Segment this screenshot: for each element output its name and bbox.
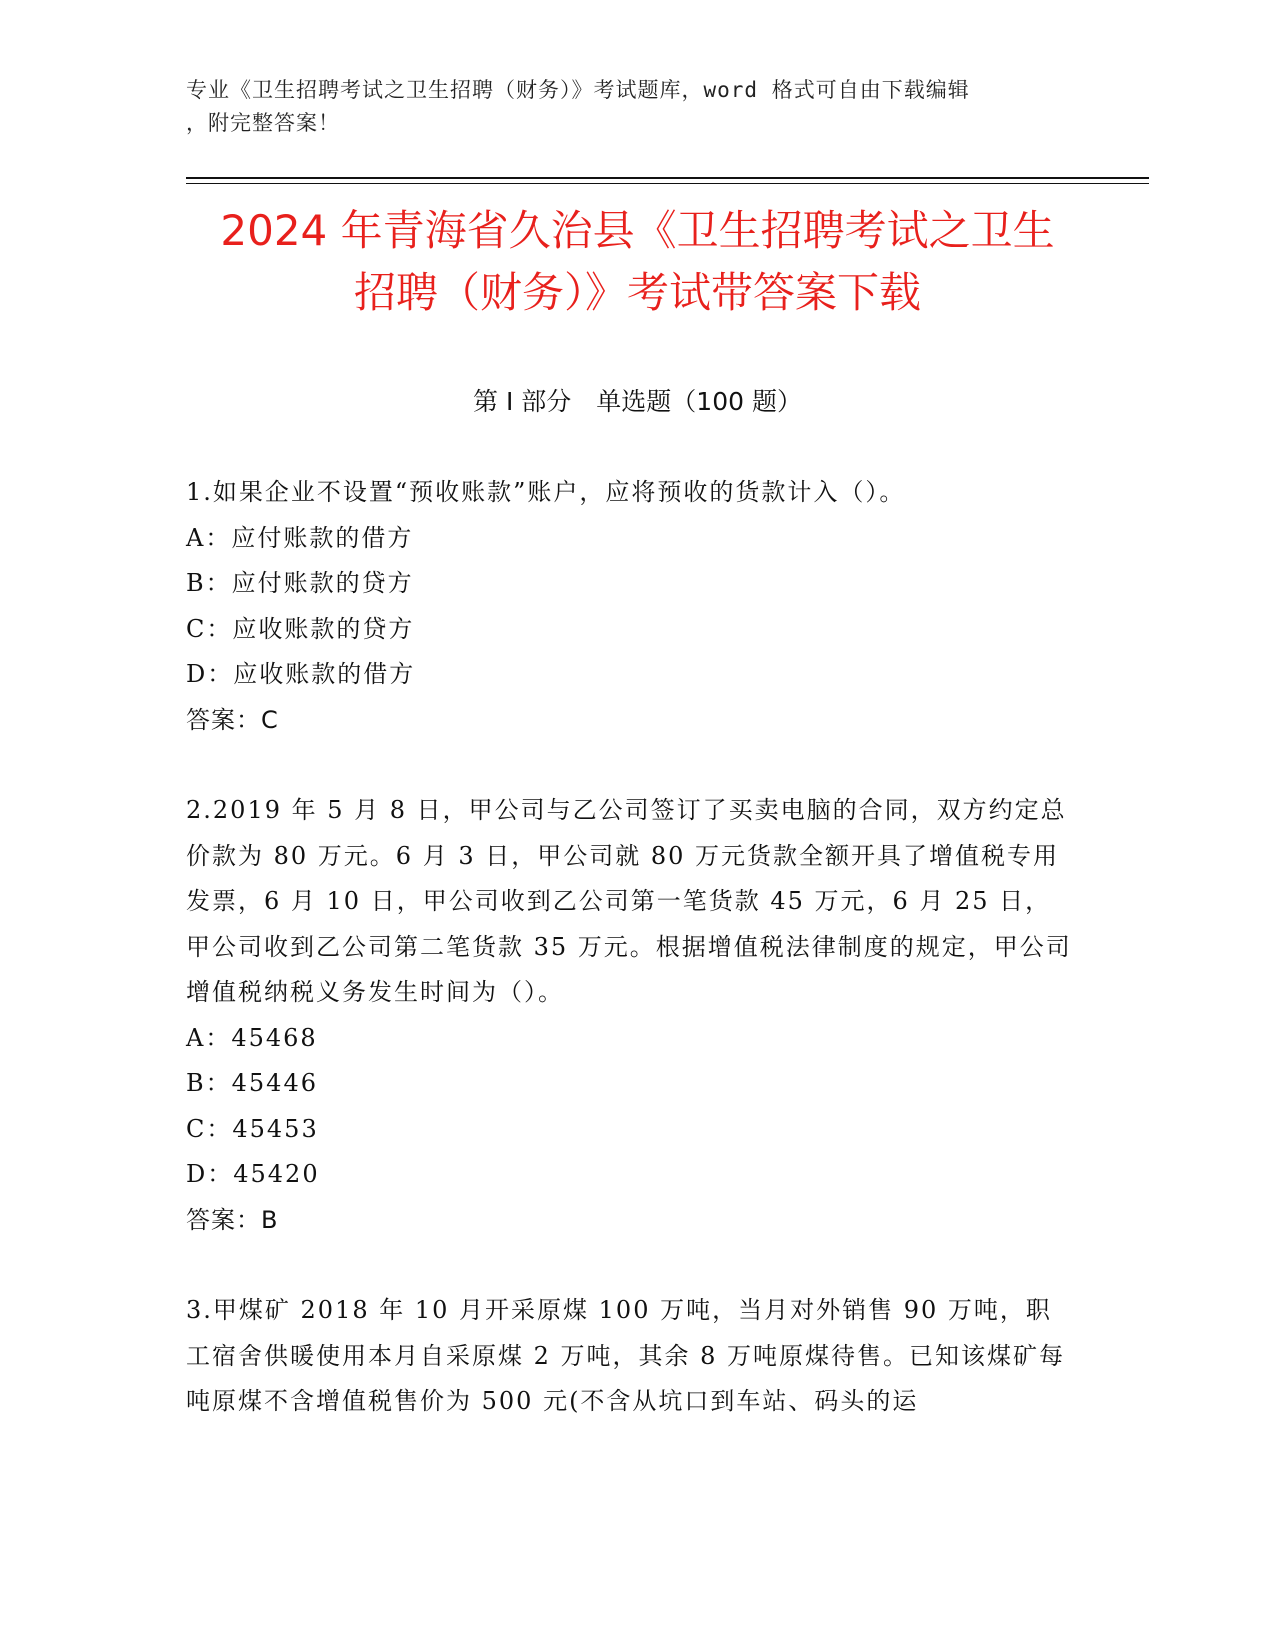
question-1 xyxy=(186,470,1076,743)
option-c: C：45453 xyxy=(186,1114,319,1143)
header-note xyxy=(186,74,1076,140)
header-note-line-1: 专业《卫生招聘考试之卫生招聘（财务）》考试题库，word 格式可自由下载编辑 xyxy=(186,78,970,102)
question-list xyxy=(186,470,1076,1425)
question-stem: 3.甲煤矿 2018 年 10 月开采原煤 100 万吨，当月对外销售 90 万吨，职工宿舍供暖使用本月自采原煤 2 万吨，其余 8 万吨原煤待售。已知该煤矿每吨原煤不含增值税售价为 500 元(不含从坑口到车站、码头的运 xyxy=(186,1296,1066,1415)
option-c: C：应收账款的贷方 xyxy=(186,614,415,643)
answer-line: 答案：B xyxy=(186,1205,279,1234)
header-note-line-2: ，附完整答案！ xyxy=(186,111,340,135)
option-b: B：45446 xyxy=(186,1069,318,1097)
document-title-line-2: 招聘（财务）》考试带答案下载 xyxy=(353,268,921,317)
section-title: 第 I 部分 单选题（100 题） xyxy=(473,387,802,416)
answer-line: 答案：C xyxy=(186,705,279,734)
option-d: D：45420 xyxy=(186,1160,320,1188)
document-title-line-1: 2024 年青海省久治县《卫生招聘考试之卫生 xyxy=(220,206,1055,255)
option-a: A：45468 xyxy=(186,1023,318,1052)
question-2 xyxy=(186,788,1076,1243)
document-title xyxy=(150,200,1125,324)
option-d: D：应收账款的借方 xyxy=(186,660,416,688)
question-3 xyxy=(186,1288,1076,1425)
option-b: B：应付账款的贷方 xyxy=(186,569,414,597)
question-stem: 1.如果企业不设置“预收账款”账户，应将预收的货款计入（）。 xyxy=(186,478,906,506)
header-divider-thick xyxy=(186,177,1149,179)
header-divider-thin xyxy=(186,183,1149,184)
question-stem: 2.2019 年 5 月 8 日，甲公司与乙公司签订了买卖电脑的合同，双方约定总价款为 80 万元。6 月 3 日，甲公司就 80 万元货款全额开具了增值税专用发票，6 月 10 日，甲公司收到乙公司第一笔货款 45 万元，6 月 25 日，甲公司收到乙公司第二笔货款 35 万元。根据增值税法律制度的规定，甲公司增值税纳税义务发生时间为（）。 xyxy=(186,796,1072,1006)
option-a: A：应付账款的借方 xyxy=(186,523,414,552)
